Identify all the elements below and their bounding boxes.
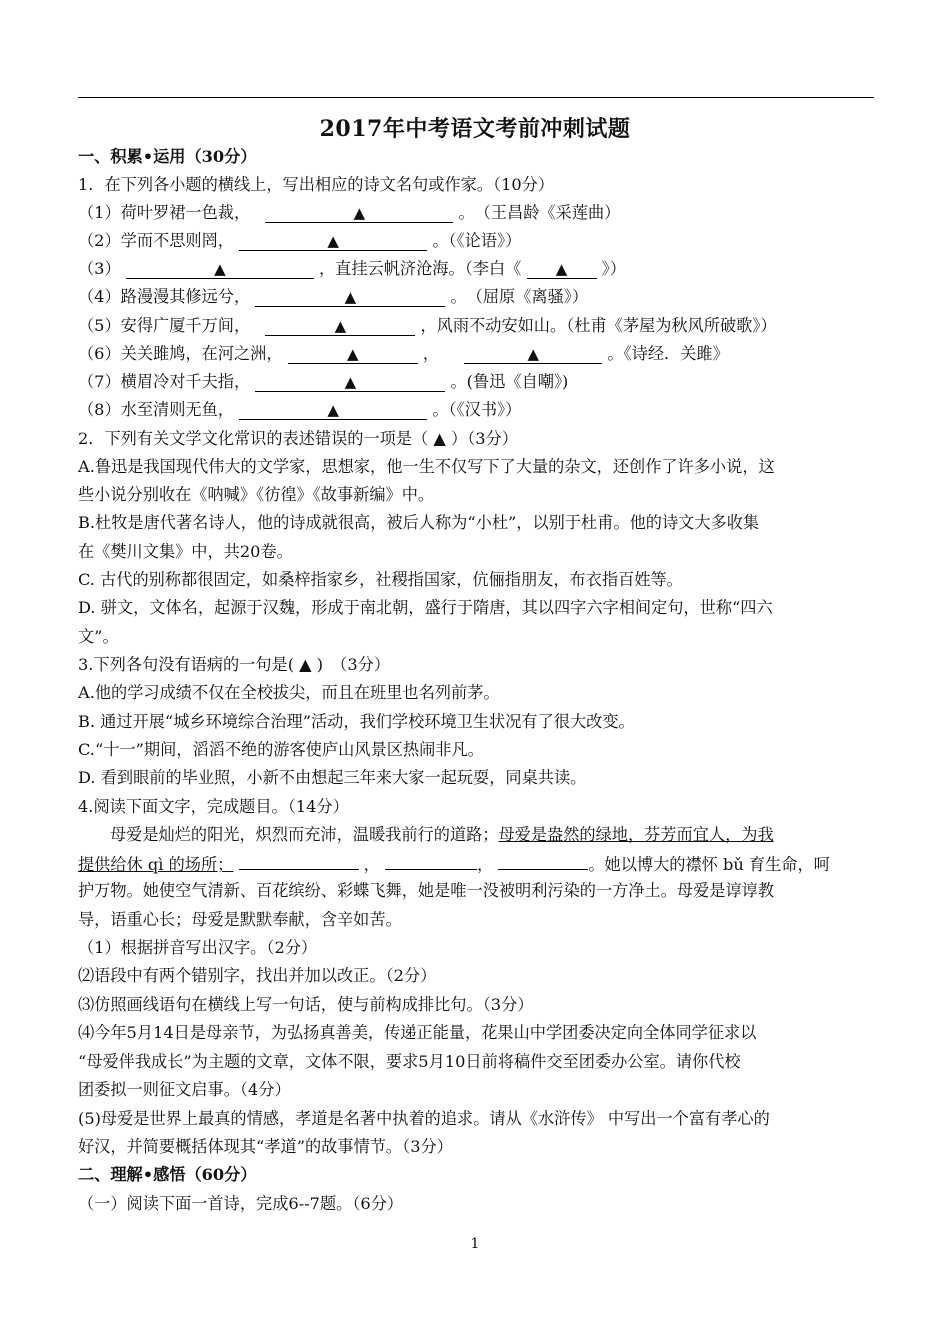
q1-item-1-post: 。 （王昌龄《采莲曲） xyxy=(458,203,621,222)
q2-option-b-line2: 在《樊川文集》中，共20卷。 xyxy=(78,542,293,561)
page-number: 1 xyxy=(470,1236,480,1252)
q3-option-c: C.“十一”期间，滔滔不绝的游客使庐山风景区热闹非凡。 xyxy=(78,740,484,759)
q4-sub-4-line1: ⑷今年5月14日是母亲节，为弘扬真善美，传递正能量，花果山中学团委决定向全体同学征求以 xyxy=(78,1023,757,1042)
q4-sub-3: ⑶仿照画线语句在横线上写一句话，使与前构成排比句。（3分） xyxy=(78,995,534,1014)
q4-sub-4-line2: “母爱伴我成长”为主题的文章，文体不限，要求5月10日前将稿件交至团委办公室。请你代校 xyxy=(78,1052,741,1071)
q2-stem xyxy=(78,428,518,450)
q1-item-7-pre: （7）横眉冷对千夫指， xyxy=(78,372,251,391)
q1-item-6-pre: （6）关关雎鸠，在河之洲， xyxy=(78,344,283,363)
answer-blank[interactable]: ▲ xyxy=(255,374,445,392)
q1-stem: 1．在下列各小题的横线上，写出相应的诗文名句或作家。（10分） xyxy=(78,175,555,194)
q1-item-6 xyxy=(78,343,729,365)
q2-option-b-line1: B.杜牧是唐代著名诗人，他的诗成就很高，被后人称为“小杜”，以别于杜甫。他的诗文大多收集 xyxy=(78,513,760,532)
answer-blank[interactable]: ▲ xyxy=(126,261,314,279)
q4-stem: 4.阅读下面文字，完成题目。（14分） xyxy=(78,797,349,816)
q4-passage-text: 。她以博大的襟怀 bǔ 育生命，呵 xyxy=(588,855,830,874)
q1-item-8-post: 。（《汉书》） xyxy=(432,400,522,419)
imitation-blank-3[interactable] xyxy=(498,852,588,870)
page-title: 2017年中考语文考前冲刺试题 xyxy=(319,116,631,142)
q2-option-a-line1: A.鲁迅是我国现代伟大的文学家，思想家，他一生不仅写下了大量的杂文，还创作了许多小说，这 xyxy=(78,457,775,476)
q4-sub-4-line3: 团委拟一则征文启事。（4分） xyxy=(78,1080,291,1099)
q2-stem-post: ）（3分） xyxy=(451,429,518,448)
answer-blank[interactable]: ▲ xyxy=(239,233,427,251)
answer-blank[interactable]: ▲ xyxy=(464,346,602,364)
q1-item-3 xyxy=(78,258,626,280)
q1-item-2-pre: （2）学而不思则罔， xyxy=(78,231,234,250)
q2-option-c: C. 古代的别称都很固定，如桑梓指家乡，社稷指国家，伉俪指朋友，布衣指百姓等。 xyxy=(78,570,683,589)
q2-answer-mark[interactable]: ▲ xyxy=(433,429,446,448)
q1-item-6-post: 。《诗经．关雎》 xyxy=(607,344,729,363)
q3-option-a: A.他的学习成绩不仅在全校拔尖，而且在班里也名列前茅。 xyxy=(78,683,500,702)
q4-underlined-sentence: 提供给休 qì 的场所； xyxy=(78,855,234,874)
q1-item-3-pre: （3） xyxy=(78,259,121,278)
q2-stem-pre: 2．下列有关文学文化常识的表述错误的一项是（ xyxy=(78,429,429,448)
q4-comma: ， xyxy=(477,855,494,874)
q3-stem: 3.下列各句没有语病的一句是( ▲ ) （3分） xyxy=(78,655,391,674)
q4-sub-5-line2: 好汉，并简要概括体现其“孝道”的故事情节。（3分） xyxy=(78,1137,453,1156)
q1-item-8 xyxy=(78,399,521,421)
answer-blank[interactable]: ▲ xyxy=(265,318,415,336)
q1-item-5-pre: （5）安得广厦千万间， xyxy=(78,316,251,335)
section2-sub: （一）阅读下面一首诗，完成6--7题。（6分） xyxy=(78,1194,404,1213)
q1-item-1 xyxy=(78,202,620,224)
q1-item-5 xyxy=(78,315,777,337)
q1-item-3-mid: ，直挂云帆济沧海。（李白《 xyxy=(319,259,522,278)
q4-passage-line3: 护万物。她使空气清新、百花缤纷、彩蝶飞舞，她是唯一没被明利污染的一方净土。母爱是谆谆教 xyxy=(78,881,775,900)
q4-passage-text: 母爱是灿烂的阳光，炽烈而充沛，温暖我前行的道路； xyxy=(110,825,499,844)
q4-sub-2: ⑵语段中有两个错别字，找出并加以改正。（2分） xyxy=(78,966,437,985)
q1-item-4-post: 。 （屈原《离骚》） xyxy=(450,287,589,306)
q4-passage-line2 xyxy=(78,852,830,876)
q4-underlined-sentence: 母爱是盎然的绿地，芬芳而宜人，为我 xyxy=(498,825,774,844)
answer-blank[interactable]: ▲ xyxy=(239,402,427,420)
q1-item-5-post: ，风雨不动安如山。（杜甫《茅屋为秋风所破歌》） xyxy=(420,316,777,335)
section2-heading: 二、理解•感悟（60分） xyxy=(78,1165,257,1184)
q3-option-d: D. 看到眼前的毕业照，小新不由想起三年来大家一起玩耍，同桌共读。 xyxy=(78,768,587,787)
answer-blank[interactable]: ▲ xyxy=(255,289,445,307)
q3-option-b: B. 通过开展“城乡环境综合治理”活动，我们学校环境卫生状况有了很大改变。 xyxy=(78,712,635,731)
header-rule xyxy=(78,97,874,98)
q2-option-d-line2: 文”。 xyxy=(78,627,119,646)
q4-sub-1: （1）根据拼音写出汉字。（2分） xyxy=(78,938,318,957)
answer-blank[interactable]: ▲ xyxy=(265,205,453,223)
q2-option-a-line2: 些小说分别收在《呐喊》《彷徨》《故事新编》中。 xyxy=(78,485,435,504)
q1-item-4 xyxy=(78,286,588,308)
imitation-blank-1[interactable] xyxy=(239,852,359,870)
q4-passage-line4: 导，语重心长；母爱是默默奉献，含辛如苦。 xyxy=(78,910,402,929)
answer-blank[interactable]: ▲ xyxy=(527,261,597,279)
q1-item-6-mid: ， xyxy=(422,344,440,363)
q1-item-7 xyxy=(78,371,568,393)
q1-item-8-pre: （8）水至清则无鱼， xyxy=(78,400,234,419)
q1-item-2-post: 。（《论语》） xyxy=(432,231,522,250)
q1-item-1-pre: （1）荷叶罗裙一色裁， xyxy=(78,203,251,222)
q1-item-7-post: 。(鲁迅《自嘲》) xyxy=(450,372,569,391)
q2-option-d-line1: D. 骈文，文体名，起源于汉魏，形成于南北朝，盛行于隋唐，其以四字六字相间定句，世称“四六 xyxy=(78,598,773,617)
q1-item-4-pre: （4）路漫漫其修远兮， xyxy=(78,287,251,306)
answer-blank[interactable]: ▲ xyxy=(288,346,418,364)
section1-heading: 一、积累•运用（30分） xyxy=(78,147,257,166)
q4-passage-line1 xyxy=(110,824,774,846)
q4-sub-5-line1: (5)母爱是世界上最真的情感，孝道是名著中执着的追求。请从《水浒传》 中写出一个富有孝心的 xyxy=(78,1109,770,1128)
imitation-blank-2[interactable] xyxy=(385,852,477,870)
q4-comma: ， xyxy=(363,855,380,874)
q1-item-3-post: 》） xyxy=(601,259,626,278)
q1-item-2 xyxy=(78,230,521,252)
